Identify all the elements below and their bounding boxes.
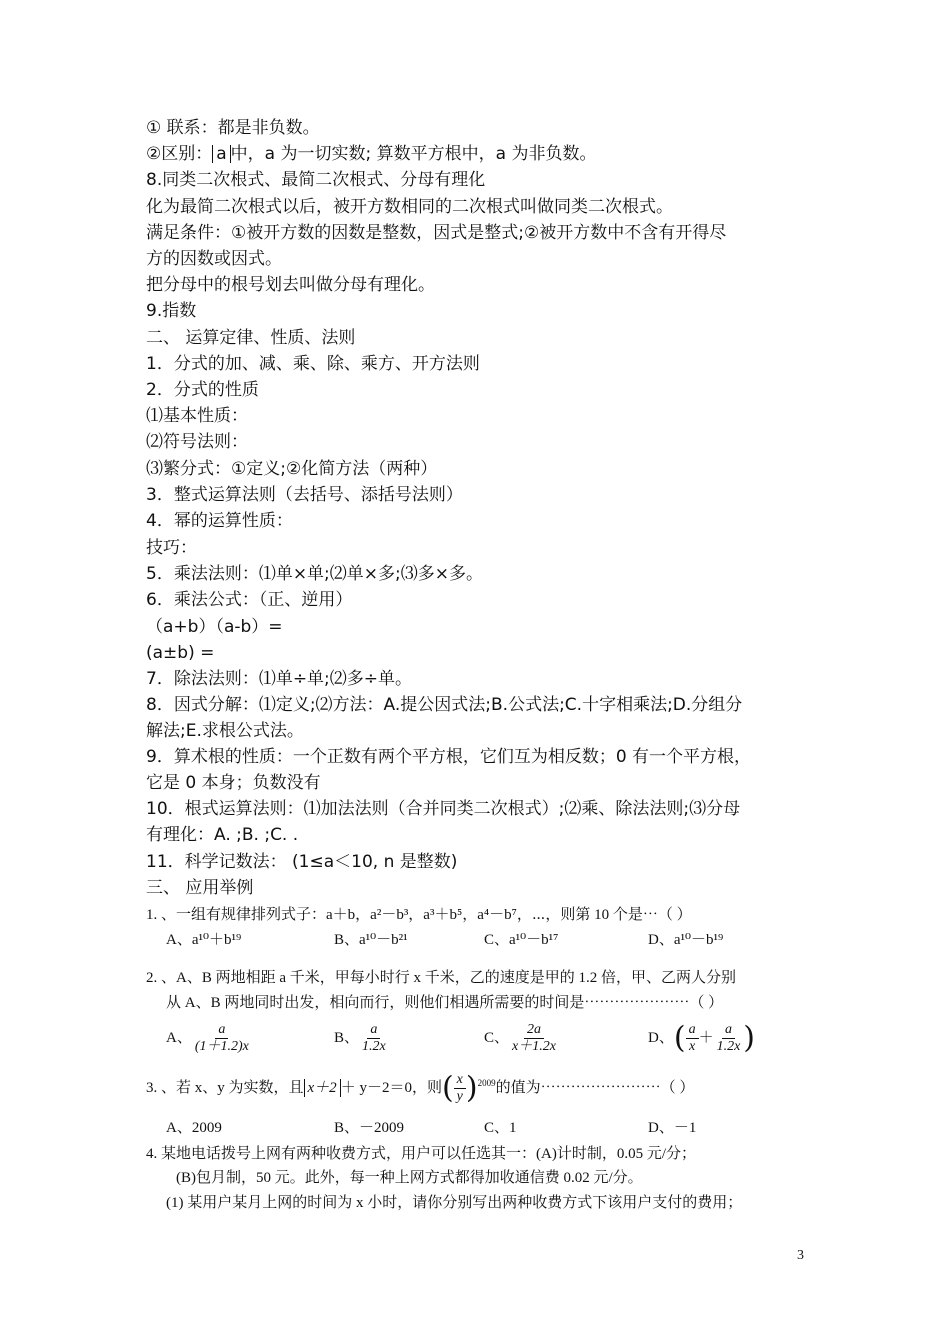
question-1-option-a: A、a¹⁰＋b¹⁹ bbox=[166, 932, 242, 948]
question-4-line-2: (B)包月制，50 元。此外，每一种上网方式都得加收通信费 0.02 元/分。 bbox=[176, 1170, 643, 1186]
text-line: 6．乘法公式：（正、逆用） bbox=[146, 590, 353, 610]
text-line: ⑶繁分式：①定义;②化简方法（两种） bbox=[146, 459, 438, 479]
text-span: 中，a 为一切实数; 算数平方根中，a 为非负数。 bbox=[230, 144, 597, 164]
text-line: 技巧： bbox=[146, 538, 197, 558]
section-heading: 二、 运算定律、性质、法则 bbox=[146, 328, 356, 348]
question-1-option-c: C、a¹⁰－b¹⁷ bbox=[484, 932, 559, 948]
page-number: 3 bbox=[797, 1248, 804, 1263]
denominator: 1.2x bbox=[716, 1039, 741, 1055]
question-2-option-c bbox=[484, 1020, 559, 1056]
denominator: y bbox=[456, 1089, 463, 1105]
question-2-stem-line-2: 从 A、B 两地同时出发，相向而行，则他们相遇所需要的时间是⋯⋯⋯⋯⋯⋯⋯（ ） bbox=[166, 995, 724, 1011]
question-1-option-d: D、a¹⁰－b¹⁹ bbox=[648, 932, 724, 948]
text-line: 8．因式分解：⑴定义;⑵方法：A.提公因式法;B.公式法;C.十字相乘法;D.分组分 bbox=[146, 695, 743, 715]
text-line: 1．分式的加、减、乘、除、乘方、开方法则 bbox=[146, 354, 480, 374]
numerator: a bbox=[686, 1022, 699, 1039]
fraction bbox=[454, 1072, 466, 1105]
text-line: 2．分式的性质 bbox=[146, 380, 259, 400]
left-paren: ( bbox=[441, 1070, 454, 1106]
text-line: 7．除法法则：⑴单÷单;⑵多÷单。 bbox=[146, 669, 413, 689]
section-heading: 9.指数 bbox=[146, 301, 197, 321]
text-line: ⑵符号法则： bbox=[146, 432, 248, 452]
numerator: 2a bbox=[524, 1022, 544, 1039]
section-heading: 8.同类二次根式、最简二次根式、分母有理化 bbox=[146, 170, 486, 190]
text-line: 解法;E.求根公式法。 bbox=[146, 721, 304, 741]
numerator: a bbox=[367, 1022, 380, 1039]
denominator: x bbox=[688, 1039, 696, 1055]
text-span: ＋ y－2＝0，则 bbox=[340, 1080, 442, 1096]
section-heading: 三、 应用举例 bbox=[146, 878, 254, 898]
right-paren: ) bbox=[465, 1070, 478, 1106]
question-3-option-d: D、－1 bbox=[648, 1120, 697, 1136]
question-4-line-1: 4. 某地电话拨号上网有两种收费方式，用户可以任选其一：(A)计时制，0.05 元/分； bbox=[146, 1146, 696, 1162]
denominator: (1＋1.2)x bbox=[194, 1039, 249, 1055]
text-line: (a±b) = bbox=[146, 643, 215, 663]
fraction bbox=[686, 1022, 699, 1055]
left-paren: ( bbox=[673, 1020, 686, 1056]
numerator: a bbox=[722, 1022, 735, 1039]
text-line: ① 联系：都是非负数。 bbox=[146, 118, 320, 138]
text-line: 它是 0 本身；负数没有 bbox=[146, 773, 321, 793]
text-span: 3. 、若 x、y 为实数，且 bbox=[146, 1080, 304, 1096]
denominator: x＋1.2x bbox=[512, 1039, 556, 1055]
numerator: a bbox=[215, 1022, 228, 1039]
text-line: 化为最简二次根式以后，被开方数相同的二次根式叫做同类二次根式。 bbox=[146, 197, 673, 217]
question-2-option-d bbox=[648, 1020, 755, 1056]
question-3-option-a: A、2009 bbox=[166, 1120, 222, 1136]
question-3-option-b: B、－2009 bbox=[334, 1120, 405, 1136]
exponent: 2009 bbox=[477, 1078, 496, 1088]
text-line: 满足条件：①被开方数的因数是整数，因式是整式;②被开方数中不含有开得尽 bbox=[146, 223, 727, 243]
question-1-option-b: B、a¹⁰－b²¹ bbox=[334, 932, 408, 948]
numerator: x bbox=[454, 1072, 466, 1089]
text-line: 把分母中的根号划去叫做分母有理化。 bbox=[146, 275, 435, 295]
absolute-value-a: a bbox=[212, 145, 230, 163]
option-label: A、 bbox=[166, 1030, 192, 1046]
absolute-value-expression: x＋2 bbox=[304, 1079, 341, 1097]
text-line: 5．乘法法则：⑴单×单;⑵单×多;⑶多×多。 bbox=[146, 564, 484, 584]
fraction bbox=[509, 1022, 559, 1055]
text-line: 4．幂的运算性质： bbox=[146, 511, 293, 531]
right-paren: ) bbox=[743, 1020, 756, 1056]
fraction bbox=[192, 1022, 252, 1055]
fraction bbox=[714, 1022, 744, 1055]
question-2-option-b bbox=[334, 1020, 389, 1056]
text-span: 的值为⋯⋯⋯⋯⋯⋯⋯⋯（ ） bbox=[495, 1080, 695, 1096]
text-line: 方的因数或因式。 bbox=[146, 249, 282, 269]
question-3-stem bbox=[146, 1070, 694, 1106]
text-line: 10．根式运算法则：⑴加法法则（合并同类二次根式）;⑵乘、除法法则;⑶分母 bbox=[146, 799, 741, 819]
text-line-distinction bbox=[146, 143, 596, 165]
text-span: ②区别： bbox=[146, 144, 213, 164]
text-line: ⑴基本性质： bbox=[146, 406, 248, 426]
text-line: 有理化：A. ;B. ;C. . bbox=[146, 825, 299, 845]
option-label: C、 bbox=[484, 1030, 510, 1046]
option-label: D、 bbox=[648, 1030, 674, 1046]
question-2-option-a bbox=[166, 1020, 252, 1056]
option-label: B、 bbox=[334, 1030, 360, 1046]
text-line: 11．科学记数法： (1≤a＜10, n 是整数) bbox=[146, 852, 458, 872]
denominator: 1.2x bbox=[362, 1039, 386, 1055]
text-line: 3．整式运算法则（去括号、添括号法则） bbox=[146, 485, 463, 505]
question-3-option-c: C、1 bbox=[484, 1120, 517, 1136]
text-line: （a+b）（a-b）= bbox=[146, 617, 283, 637]
fraction bbox=[359, 1022, 389, 1055]
question-4-line-3: (1) 某用户某月上网的时间为 x 小时，请你分别写出两种收费方式下该用户支付的费用； bbox=[166, 1195, 743, 1211]
plus-sign: ＋ bbox=[698, 1030, 714, 1046]
text-line: 9．算术根的性质：一个正数有两个平方根，它们互为相反数；0 有一个平方根， bbox=[146, 747, 752, 767]
question-2-stem-line-1: 2. 、A、B 两地相距 a 千米，甲每小时行 x 千米，乙的速度是甲的 1.2 倍，甲、乙两人分别 bbox=[146, 970, 736, 986]
question-1-stem: 1. 、一组有规律排列式子：a＋b，a²－b³，a³＋b⁵，a⁴－b⁷，⋯，则第 10 个是⋯（ ） bbox=[146, 907, 692, 923]
